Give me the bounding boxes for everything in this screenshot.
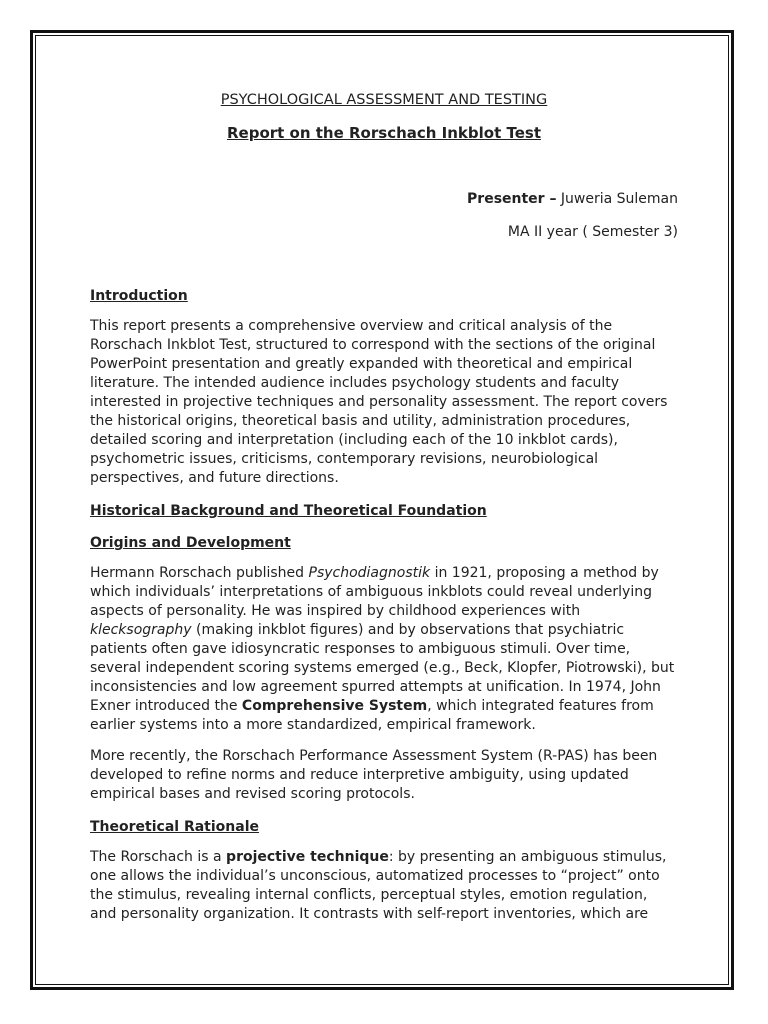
- presenter-line: [90, 189, 678, 209]
- report-title: Report on the Rorschach Inkblot Test: [227, 124, 541, 142]
- rationale-text-a: The Rorschach is a: [90, 849, 227, 865]
- presenter-name: Juweria Suleman: [556, 191, 678, 207]
- origins-p1-bold-comprehensive-system: Comprehensive System: [241, 698, 428, 714]
- origins-p1-text-a: Hermann Rorschach published: [90, 565, 309, 581]
- origins-paragraph-2: More recently, the Rorschach Performance Assessment System (R-PAS) has been developed to refine norms and reduce interpretive ambiguity, using updated empirical bases and revised scoring protocols.: [90, 748, 658, 802]
- document-body: [90, 90, 678, 924]
- origins-p1-text-b: in 1921, proposing a method by which individuals’ interpretations of ambiguous inkblots could reveal underlying aspects of personality. He was inspired by childhood experiences with: [90, 565, 659, 619]
- origins-p1-italic-klecksography: klecksography: [90, 622, 192, 638]
- rationale-bold-projective-technique: projective technique: [226, 849, 389, 865]
- history-heading: Historical Background and Theoretical Foundation: [90, 503, 487, 519]
- origins-paragraph-1: [90, 564, 678, 735]
- rationale-text-b: : by presenting an ambiguous stimulus, one allows the individual’s unconscious, automatized processes to “project” onto the stimulus, revealing internal conflicts, perceptual styles, emotion regulation, and personality organization. It contrasts with self-report inventories, which are: [90, 849, 667, 922]
- course-title: PSYCHOLOGICAL ASSESSMENT AND TESTING: [220, 92, 548, 108]
- introduction-paragraph: This report presents a comprehensive overview and critical analysis of the Rorschach Inkblot Test, structured to correspond with the sections of the original PowerPoint presentation and greatly expanded with theoretical and empirical literature. The intended audience includes psychology students and faculty interested in projective techniques and personality assessment. The report covers the historical origins, theoretical basis and utility, administration procedures, detailed scoring and interpretation (including each of the 10 inkblot cards), psychometric issues, criticisms, contemporary revisions, neurobiological perspectives, and future directions.: [90, 318, 668, 486]
- rationale-heading: Theoretical Rationale: [90, 819, 259, 835]
- origins-p1-text-d: , which integrated features from earlier systems into a more standardized, empirical framework.: [90, 698, 654, 733]
- origins-p1-text-c: (making inkblot figures) and by observations that psychiatric patients often gave idiosyncratic responses to ambiguous stimuli. Over time, several independent scoring systems emerged (e.g., Beck, Klopfer, Piotrowski), but inconsistencies and low agreement spurred attempts at unification. In 1974, John Exner introduced the: [90, 622, 675, 714]
- introduction-heading: Introduction: [90, 288, 188, 304]
- presenter-label: Presenter –: [467, 191, 557, 207]
- rationale-paragraph: [90, 848, 678, 924]
- origins-p1-italic-psychodiagnostik: Psychodiagnostik: [308, 565, 431, 581]
- year-line: MA II year ( Semester 3): [507, 224, 678, 240]
- origins-heading: Origins and Development: [90, 535, 291, 551]
